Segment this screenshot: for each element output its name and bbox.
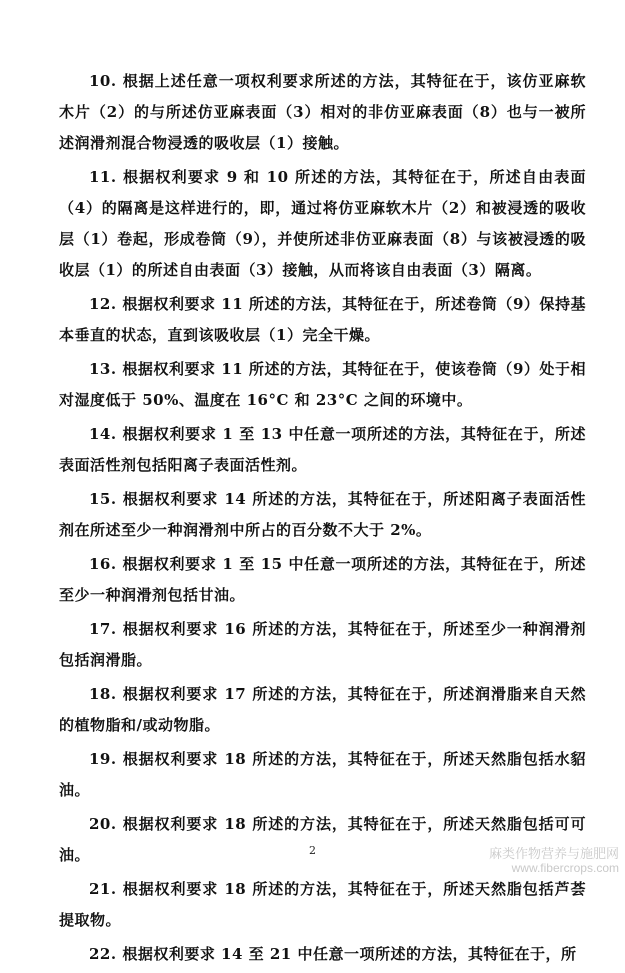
claim-17: 17. 根据权利要求 16 所述的方法，其特征在于，所述至少一种润滑剂包括润滑脂。 xyxy=(59,620,586,669)
claim-20: 20. 根据权利要求 18 所述的方法，其特征在于，所述天然脂包括可可油。 xyxy=(59,815,586,864)
claim-12: 12. 根据权利要求 11 所述的方法，其特征在于，所述卷筒（9）保持基本垂直的状态，直到该吸收层（1）完全干燥。 xyxy=(59,295,586,344)
claim-10: 10. 根据上述任意一项权利要求所述的方法，其特征在于，该仿亚麻软木片（2）的与所述仿亚麻表面（3）相对的非仿亚麻表面（8）也与一被所述润滑剂混合物浸透的吸收层（1）接触。 xyxy=(59,72,586,152)
claim-18: 18. 根据权利要求 17 所述的方法，其特征在于，所述润滑脂来自天然的植物脂和/或动物脂。 xyxy=(59,685,586,734)
claim-16: 16. 根据权利要求 1 至 15 中任意一项所述的方法，其特征在于，所述至少一种润滑剂包括甘油。 xyxy=(59,555,586,604)
claim-13: 13. 根据权利要求 11 所述的方法，其特征在于，使该卷筒（9）处于相对湿度低于 50%、温度在 16°C 和 23°C 之间的环境中。 xyxy=(59,360,586,409)
page-number: 2 xyxy=(309,844,316,857)
claim-22: 22. 根据权利要求 14 至 21 中任意一项所述的方法，其特征在于，所 xyxy=(89,945,577,963)
claim-15: 15. 根据权利要求 14 所述的方法，其特征在于，所述阳离子表面活性剂在所述至少一种润滑剂中所占的百分数不大于 2%。 xyxy=(59,490,586,539)
claim-19: 19. 根据权利要求 18 所述的方法，其特征在于，所述天然脂包括水貂油。 xyxy=(59,750,586,799)
claim-14: 14. 根据权利要求 1 至 13 中任意一项所述的方法，其特征在于，所述表面活性剂包括阳离子表面活性剂。 xyxy=(59,425,586,474)
watermark xyxy=(489,847,619,875)
watermark-url: www.fibercrops.com xyxy=(511,861,619,875)
claim-11: 11. 根据权利要求 9 和 10 所述的方法，其特征在于，所述自由表面（4）的隔离是这样进行的，即，通过将仿亚麻软木片（2）和被浸透的吸收层（1）卷起，形成卷筒（9），并使所述非仿亚麻表面（8）与该被浸透的吸收层（1）的所述自由表面（3）接触，从而将该自由表面（3）隔离。 xyxy=(59,168,586,279)
claim-21: 21. 根据权利要求 18 所述的方法，其特征在于，所述天然脂包括芦荟提取物。 xyxy=(59,880,586,929)
watermark-title: 麻类作物营养与施肥网 xyxy=(488,846,619,861)
claims-list xyxy=(59,66,586,973)
